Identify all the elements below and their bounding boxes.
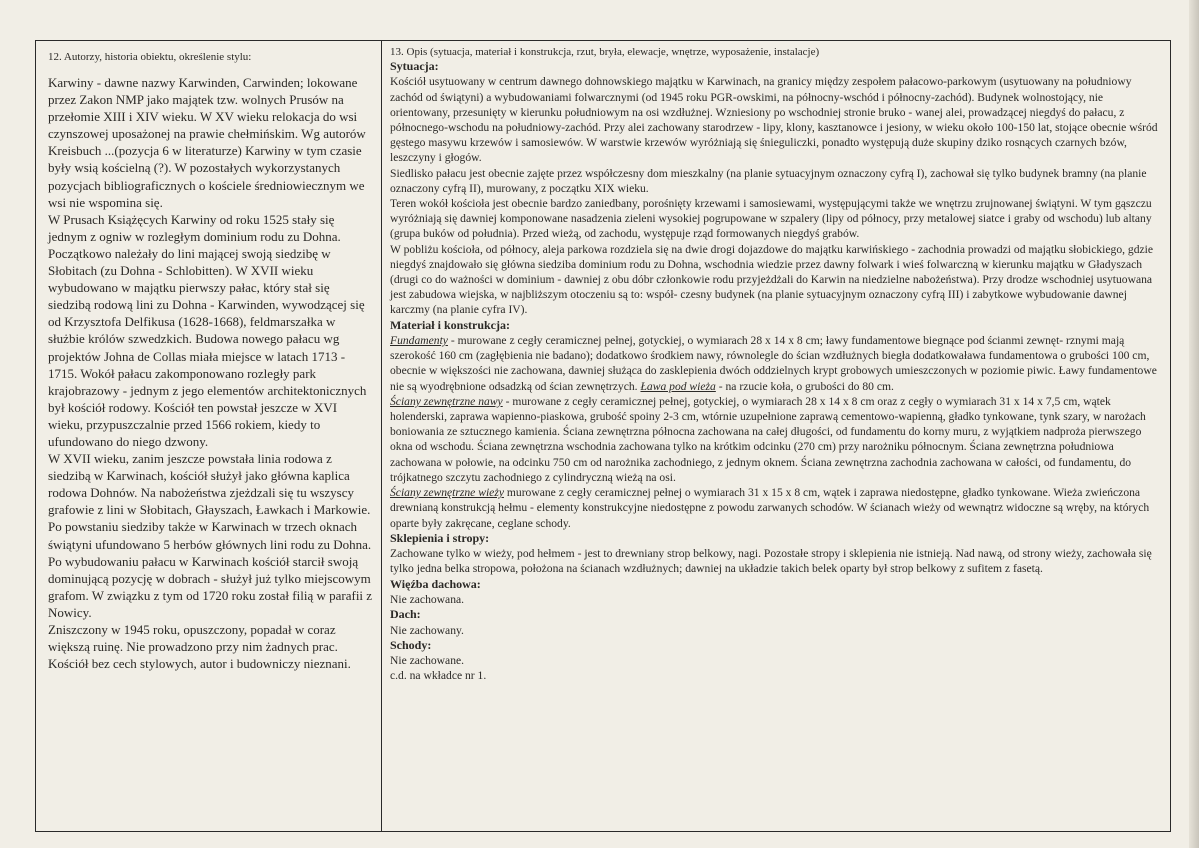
sciany-text: - murowane z cegły ceramicznej pełnej, gotyckiej, o wymiarach 28 x 14 x 8 cm oraz z cegły o wymiarach 31 x 14 x 7,5 cm, wątek holenderski, zaprawa wapienno-piaskowa, grubość spoiny 2-3 cm, wtórnie uzupełnione zaprawą cementowo-wapienną, gładko tynkowane, tynk szary, w narożach boniowania ze sztucznego kamienia. Ściana zewnętrzna północna zachowana na całej długości, od fundamentu do korny muru, z wyjątkiem nadproża pierwszego okna od wschodu. Ściana zewnętrzna wschodnia zachowana tylko na krótkim odcinku (270 cm) przy narożniku północnym. Ściana zewnętrzna południowa zachowana w połowie, na odcinku 750 cm od narożnika zachodniego, z jednym oknem. Ściana zewnętrzna zachodnia zachowana w całości, od fundamentu, do trójkatnego szczytu zachodniego z cylindryczną wieżą na osi.: [390, 394, 1146, 484]
history-paragraph: Zniszczony w 1945 roku, opuszczony, popadał w coraz większą ruinę. Nie prowadzono przy nim żadnych prac. Kościół bez cech stylowych, autor i budowniczy nieznani.: [48, 622, 351, 672]
schody-heading: Schody:: [390, 637, 432, 652]
fundamenty-text: - murowane z cegły ceramicznej pełnej, gotyckiej, o wymiarach 28 x 14 x 8 cm; ławy fundamentowe biegnące pod ścianmi zewnęt- rznymi mają szerokość 160 cm (zagłębienia nie badano); dodatkowo środkiem nawy, równolegle do ścian wzdłużnych biegła dodatkowaława fundamentowa o grubości 100 cm, obecnie w większości nie zachowana, dawniej służąca do zasklepienia dwóch oddzielnych krypt grobowych umieszczonych w poziomie piwic. Ławy fundamentowe nie są wyodrębnione odsadzką od ścian zewnętrzych.: [390, 334, 1157, 393]
description-heading: 13. Opis (sytuacja, materiał i konstrukcja, rzut, bryła, elewacje, wnętrze, wyposażenie, instalacje): [390, 46, 820, 58]
sytuacja-paragraph: Teren wokół kościoła jest obecnie bardzo zaniedbany, porośnięty krzewami i samosiewami, występującymi także we wnętrzu zrujnowanej świątyni. W tym gąszczu wyróżniają się dawniej komponowane nasadzenia zieleni wysokiej pogrupowane w szpalery (lipy od północy, przy metalowej siatce i graby od wschodu) lub altany (grupa buków od południa). Przed wieżą, od zachodu, występuje rząd formowanych niegdyś grabów.: [390, 197, 1152, 241]
history-body: [48, 74, 375, 672]
wiezba-heading: Więźba dachowa:: [390, 576, 481, 591]
dach-text: Nie zachowany.: [390, 623, 464, 637]
sklepienia-text: Zachowane tylko w wieży, pod hełmem - jest to drewniany strop belkowy, nagi. Pozostałe stropy i sklepienia nie istnieją. Nad nawą, od strony wieży, zachowała się tylko jedna belka stropowa, położona na ścianach wzdłużnych; dawniej na układzie takich belek oparty był strop belkowy z sufitem z fasetą.: [390, 547, 1152, 576]
fundamenty-paragraph: [390, 333, 1162, 394]
history-paragraph: Po wybudowaniu pałacu w Karwinach kościół starcił swoją dominującą pozycję w dobrach - służył już tylko miejscowym grafom. W związku z tym od 1720 roku został filią w parafii z Nowicy.: [48, 553, 373, 620]
sciany-wiezy-label: Ściany zewnętrzne wieży: [390, 486, 504, 500]
history-paragraph: Karwiny - dawne nazwy Karwinden, Carwinden; lokowane przez Zakon NMP jako majątek tzw. wolnych Prusów na przełomie XIII i XIV wieku. W XV wieku relokacja do wsi czynszowej uposażonej na prawie chełmińskim. Wg autorów Kreisbuch ...(pozycja 6 w literaturze) Karwiny w tym czasie były wsią kościelną (?). W pozostałych wykorzystanych pozycjach bibliograficznych o kościele średniowiecznym we wsi nie wspomina się.: [48, 75, 366, 210]
sytuacja-paragraph: Kościół usytuowany w centrum dawnego dohnowskiego majątku w Karwinach, na granicy między zespołem pałacowo-parkowym (usytuowany na południowy zachód od świątyni) a wybudowaniami folwarcznymi (od 1945 roku PGR-owskimi, na północny-wschód i północny-zachód). Budynek wolnostojący, nie orientowany, przesunięty w kierunku południowym na osi wzdłużnej. Wzniesiony po wschodniej stronie bruko - wanej alei, prowadzącej niegdyś do pałacu, z północnego-wschodu na południowy-zachód. Przy alei zachowany starodrzew - lipy, klony, kasztanowce i jesiony, w wieku około 100-150 lat, stojące obecnie wśród gęstego masywu krzewów i samosiewów. W warstwie krzewów wyróżniają się śnieguliczki, ponadto występują duże skupiny dziko rosnących czarnych bzów, leszczyny i głogów.: [390, 75, 1158, 165]
sklepienia-heading: Sklepienia i stropy:: [390, 530, 490, 545]
form-frame: [35, 40, 1171, 832]
sciany-paragraph: [390, 394, 1162, 485]
dach-heading: Dach:: [390, 607, 421, 622]
history-paragraph: W Prusach Książęcych Karwiny od roku 1525 stały się jednym z ogniw w rozległym dominium rodu zu Dohna. Początkowo należały do lini mającej swoją siedzibę w Słobitach (zu Dohna - Schlobitten). W XVII wieku wybudowano w majątku pierwszy pałac, który stał się siedzibą rodową lini zu Dohna - Karwinden, wywodzącej się od Krzysztofa Delfikusa (1628-1668), feldmarszałka w służbie królów szwedzkich. Budowa nowego pałacu wg projektów Johna de Collas miała miejsce w latach 1713 - 1715. Wokół pałacu zakomponowano rozległy park krajobrazowy - jednym z jego elementów architektonicznych był kościół rodowy. Kościół ten powstał jeszcze w XVI wieku, przypuszczalnie przed 1566 rokiem, kiedy to ufundowano do niego dzwony.: [48, 211, 367, 449]
description-body: [390, 59, 1162, 684]
sytuacja-heading: Sytuacja:: [390, 59, 439, 73]
lawa-text: - na rzucie koła, o grubości do 80 cm.: [715, 379, 894, 393]
fundamenty-label: Fundamenty: [390, 334, 448, 348]
schody-text: Nie zachowane.: [390, 654, 465, 668]
sciany-wiezy-text: murowane z cegły ceramicznej pełnej o wymiarach 31 x 15 x 8 cm, wątek i zaprawa niedostępne, gładko tynkowane. Wieża zwieńczona drewnianą konstrukcją hełmu - elementy konstrukcyjne niedostępne z powodu zarwanych schodów. W ścianach wieży od wewnątrz widoczne są wręby, na których oparte były zakręcane, ceglane schody.: [390, 486, 1150, 530]
history-paragraph: W XVII wieku, zanim jeszcze powstała linia rodowa z siedzibą w Karwinach, kościół służył jako główna kaplica rodowa Dohnów. Na nabożeństwa zjeżdzali się tu wszyscy grafowie z lini w Słobitach, Głayszach, Ławkach i Markowie. Po powstaniu siedziby także w Karwinach w trzech oknach świątyni ufundowano 5 herbów głównych lini rodu zu Dohna.: [48, 451, 372, 552]
sytuacja-paragraph: Siedlisko pałacu jest obecnie zajęte przez współczesny dom mieszkalny (na planie sytuacyjnym oznaczony cyfrą I), zachował się tylko budynek bramny (na planie oznaczony cyfrą II), murowany, z początku XIX wieku.: [390, 166, 1147, 195]
description-column: [382, 41, 1170, 831]
history-heading: 12. Autorzy, historia obiektu, określenie stylu:: [48, 51, 252, 63]
sytuacja-paragraph: W pobliżu kościoła, od północy, aleja parkowa rozdziela się na dwie drogi dojazdowe do majątku karwińskiego - zachodnia prowadzi od majątku słobickiego, gdzie niegdyś znajdowało się główna siedziba dominium rodu zu Dohna, wschodnia wiedzie przez dawny folwark i wieś folwarczną w kierunku majątku w Gładyszach (drugi co do ważności w dominium - dawniej z obu dóbr członkowie rodu przyjeżdżali do Karwin na niedzielne nabożeństwa). Przy drodze wschodniej usytuowana jest zabudowa wiejska, w najbliższym otoczeniu są to: współ- czesny budynek (na planie sytuacyjnym oznaczony cyfrą III) i zabytkowe wybudowanie dawnej karczmy (na planie cyfra IV).: [390, 242, 1154, 317]
continuation-note: c.d. na wkładce nr 1.: [390, 669, 487, 683]
lawa-label: Ława pod wieża: [640, 379, 716, 393]
paper-edge: [1189, 0, 1199, 848]
material-heading: Materiał i konstrukcja:: [390, 317, 510, 332]
sciany-label: Ściany zewnętrzne nawy: [390, 394, 503, 408]
history-column: [36, 41, 382, 831]
wiezba-text: Nie zachowana.: [390, 592, 465, 606]
sciany-wiezy-paragraph: [390, 485, 1162, 531]
